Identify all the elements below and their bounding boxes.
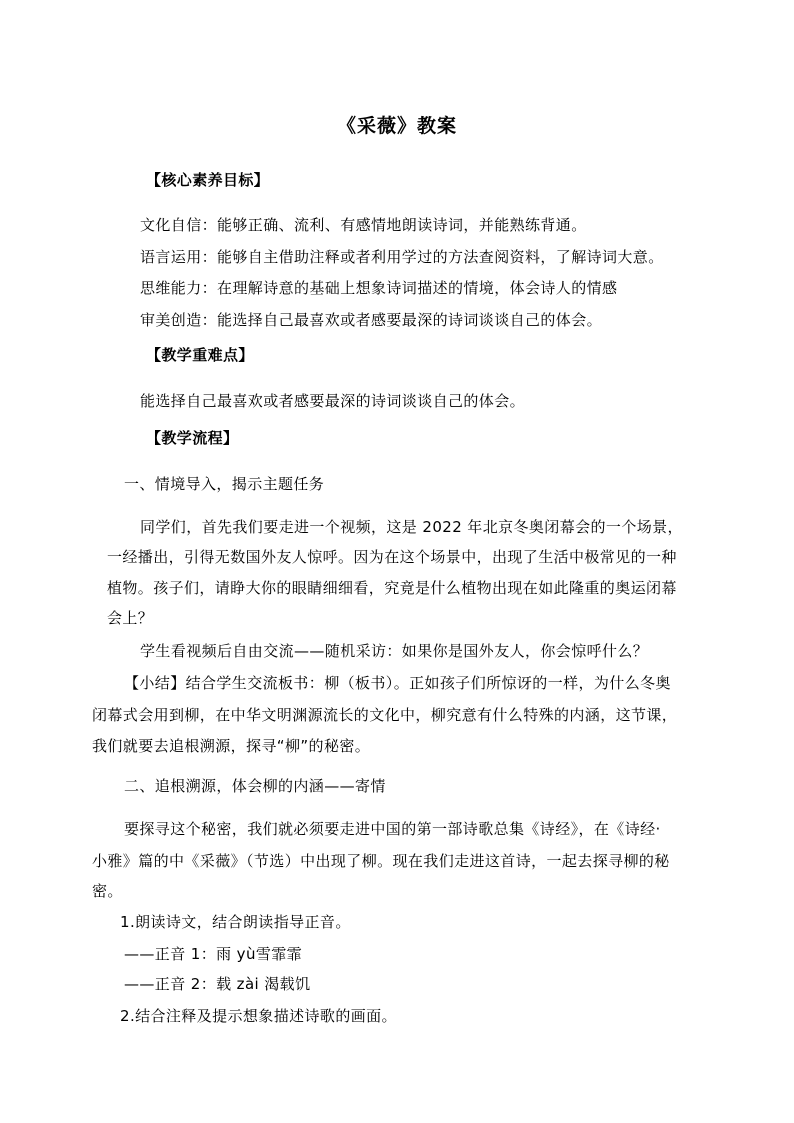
pronunciation-line: ——正音 2：载 zài 渴载饥 bbox=[124, 975, 311, 993]
summary-line: 我们就要去追根溯源，探寻“柳”的秘密。 bbox=[92, 737, 371, 755]
goal-line: 思维能力：在理解诗意的基础上想象诗词描述的情境，体会诗人的情感 bbox=[140, 279, 618, 297]
paragraph-line: 会上？ bbox=[107, 609, 154, 627]
key-point-text: 能选择自己最喜欢或者感要最深的诗词谈谈自己的体会。 bbox=[140, 392, 526, 410]
section-heading-key-points: 【教学重难点】 bbox=[146, 346, 254, 364]
summary-line: 【小结】结合学生交流板书：柳（板书）。正如孩子们所惊讶的一样，为什么冬奥 bbox=[124, 674, 671, 692]
page-title: 《采薇》教案 bbox=[336, 115, 457, 137]
step-line: 1.朗读诗文，结合朗读指导正音。 bbox=[120, 913, 351, 931]
section-heading-goals: 【核心素养目标】 bbox=[146, 171, 270, 189]
goal-line: 审美创造：能选择自己最喜欢或者感要最深的诗词谈谈自己的体会。 bbox=[140, 311, 603, 329]
part2-heading: 二、追根溯源，体会柳的内涵——寄情 bbox=[124, 777, 386, 795]
step-line: 2.结合注释及提示想象描述诗歌的画面。 bbox=[120, 1007, 397, 1025]
paragraph-line: 密。 bbox=[92, 882, 123, 900]
part1-heading: 一、情境导入，揭示主题任务 bbox=[124, 475, 325, 493]
section-heading-process: 【教学流程】 bbox=[146, 429, 239, 447]
goal-line: 文化自信：能够正确、流利、有感情地朗读诗词，并能熟练背通。 bbox=[140, 216, 587, 234]
paragraph-line: 同学们，首先我们要走进一个视频，这是 2022 年北京冬奥闭幕会的一个场景， bbox=[140, 518, 683, 536]
paragraph-line: 要探寻这个秘密，我们就必须要走进中国的第一部诗歌总集《诗经》，在《诗经· bbox=[124, 820, 661, 838]
summary-line: 闭幕式会用到柳，在中华文明渊源流长的文化中，柳究意有什么特殊的内涵，这节课， bbox=[92, 706, 678, 724]
goal-line: 语言运用：能够自主借助注释或者利用学过的方法查阅资料，了解诗词大意。 bbox=[140, 248, 664, 266]
paragraph-line: 一经播出，引得无数国外友人惊呼。因为在这个场景中，出现了生活中极常见的一种 bbox=[107, 548, 677, 566]
pronunciation-line: ——正音 1：雨 yù雪霏霏 bbox=[124, 945, 303, 963]
paragraph-line: 小雅》篇的中《采薇》（节选）中出现了柳。现在我们走进这首诗，一起去探寻柳的秘 bbox=[92, 852, 670, 870]
interview-line: 学生看视频后自由交流——随机采访：如果你是国外友人，你会惊呼什么？ bbox=[140, 642, 649, 660]
paragraph-line: 植物。孩子们，请睁大你的眼睛细细看，究竟是什么植物出现在如此隆重的奥运闭幕 bbox=[107, 579, 677, 597]
